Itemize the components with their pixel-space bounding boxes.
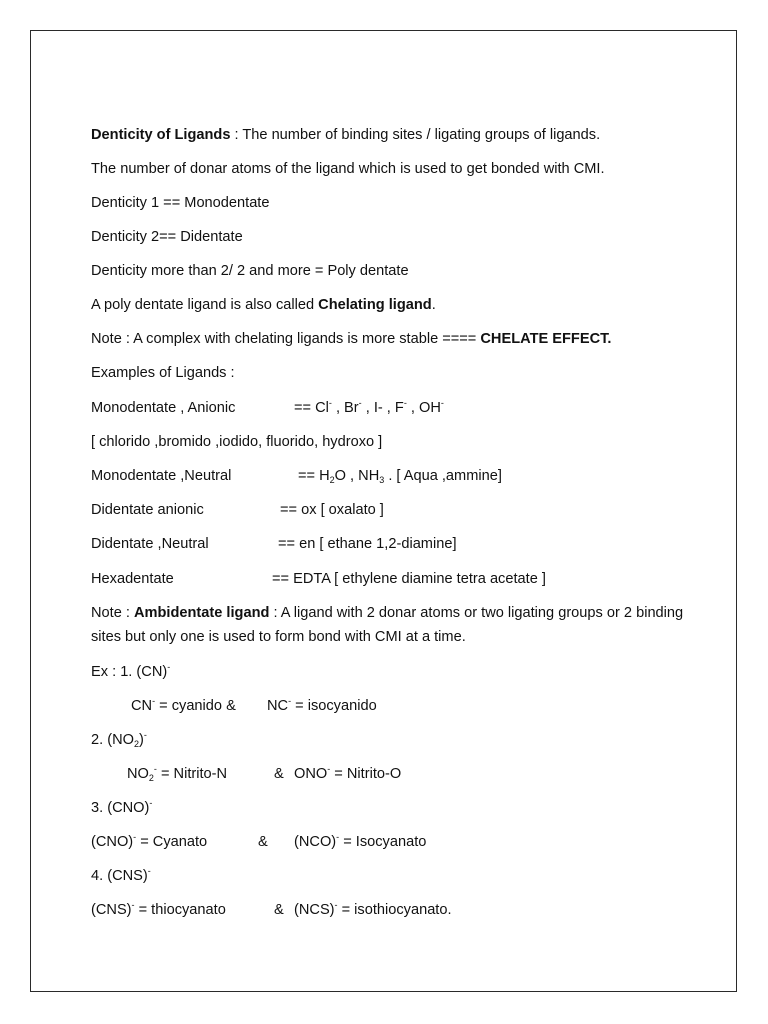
- denticity-definition: Denticity of Ligands : The number of binding sites / ligating groups of ligands.: [91, 127, 601, 143]
- mono-anionic-row: Monodentate , Anionic == Cl- , Br- , I- , F- , OH-: [91, 398, 444, 416]
- example-4-row: (CNS)- = thiocyanato & (NCS)- = isothiocyanato.: [91, 900, 452, 918]
- di-neutral-row: Didentate ,Neutral == en [ ethane 1,2-diamine]: [91, 536, 457, 552]
- example-4-label: 4. (CNS)-: [91, 866, 151, 884]
- document-page: [30, 30, 737, 992]
- example-1-label: Ex : 1. (CN)-: [91, 662, 171, 680]
- example-2-row: $NO_2^-$ = Nitrito-N & ONO- = Nitrito-O: [127, 764, 402, 783]
- di-anionic-row: Didentate anionic == ox [ oxalato ]: [91, 502, 384, 518]
- mono-neutral-value: == $H_2O$ , $NH_3$ . [ Aqua ,ammine]: [298, 468, 502, 485]
- mono-neutral-row: Monodentate ,Neutral == $H_2O$ , $NH_3$ . [ Aqua ,ammine]: [91, 468, 502, 485]
- mono-anionic-value: == Cl- , Br- , I- , F- , OH-: [294, 398, 444, 416]
- ambidentate-note: Note : Ambidentate ligand : A ligand with 2 donar atoms or two ligating groups or 2 binding sites but only one is used to form bond with CMI at a time.: [91, 605, 684, 645]
- example-2-label: 2. $(NO_2)^-$: [91, 730, 147, 749]
- denticity-2-line: Denticity 2== Didentate: [91, 229, 243, 245]
- examples-heading: Examples of Ligands :: [91, 365, 235, 381]
- mono-anionic-names: [ chlorido ,bromido ,iodido, fluorido, hydroxo ]: [91, 434, 383, 450]
- example-3-row: (CNO)- = Cyanato & (NCO)- = Isocyanato: [91, 832, 427, 850]
- example-1-row: CN- = cyanido & NC- = isocyanido: [131, 696, 377, 714]
- hexadentate-row: Hexadentate == EDTA [ ethylene diamine tetra acetate ]: [91, 571, 546, 587]
- donor-atoms-line: The number of donar atoms of the ligand which is used to get bonded with CMI.: [91, 161, 605, 177]
- denticity-1-line: Denticity 1 == Monodentate: [91, 195, 270, 211]
- example-3-label: 3. (CNO)-: [91, 798, 153, 816]
- denticity-poly-line: Denticity more than 2/ 2 and more = Poly dentate: [91, 263, 409, 279]
- chelating-ligand-line: A poly dentate ligand is also called Chelating ligand.: [91, 297, 436, 313]
- chelate-effect-note: Note : A complex with chelating ligands is more stable ==== CHELATE EFFECT.: [91, 331, 612, 347]
- denticity-heading: Denticity of Ligands: [91, 127, 231, 143]
